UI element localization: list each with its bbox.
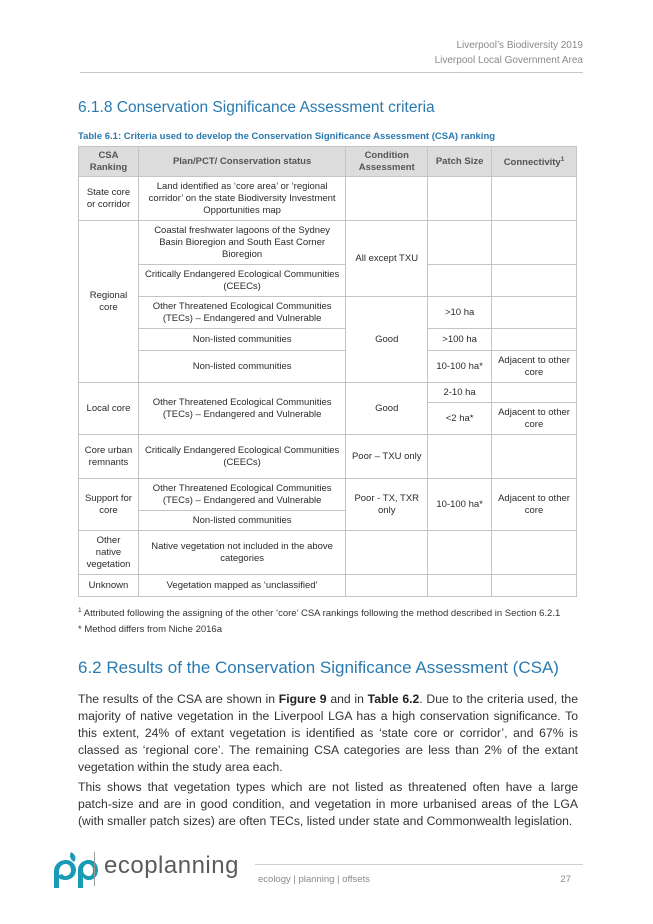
- footnote-1-text: Attributed following the assigning of the other ‘core’ CSA rankings following the method described in Section 6.2.1: [81, 608, 561, 620]
- cell-empty: [346, 531, 428, 575]
- cell-plan: Other Threatened Ecological Communities (TECs) – Endangered and Vulnerable: [138, 297, 345, 329]
- cell-condition: Good: [346, 297, 428, 383]
- cell-empty: [492, 435, 577, 479]
- cell-plan: Other Threatened Ecological Communities (TECs) – Endangered and Vulnerable: [138, 479, 345, 511]
- footnote-ref: 1: [560, 155, 565, 163]
- cell-plan: Non-listed communities: [138, 329, 345, 351]
- table-row: [79, 265, 577, 297]
- cell-patch: >100 ha: [428, 329, 492, 351]
- cell-connectivity: Adjacent to other core: [492, 351, 577, 383]
- cell-condition: Poor – TXU only: [346, 435, 428, 479]
- header-title: Liverpool’s Biodiversity 2019: [456, 40, 583, 51]
- cell-empty: [346, 177, 428, 221]
- section-2-heading: 6.2 Results of the Conservation Significance Assessment (CSA): [78, 658, 559, 677]
- table-ref: Table 6.2: [367, 692, 420, 706]
- cell-plan: Coastal freshwater lagoons of the Sydney Basin Bioregion and South East Corner Bioregion: [138, 221, 345, 265]
- section-heading: 6.1.8 Conservation Significance Assessment criteria: [78, 99, 435, 116]
- cell-condition: Poor - TX, TXR only: [346, 479, 428, 531]
- cell-empty: [492, 575, 577, 597]
- footnote-1-marker: 1: [78, 607, 82, 614]
- header-subtitle: Liverpool Local Government Area: [434, 55, 583, 66]
- cell-connectivity: Adjacent to other core: [492, 479, 577, 531]
- cell-empty: [428, 575, 492, 597]
- cell-ranking: Support for core: [79, 479, 139, 531]
- col-header-connectivity-label: Connectivity: [503, 157, 561, 169]
- cell-empty: [428, 221, 492, 265]
- table-row: [79, 531, 577, 575]
- cell-plan: Critically Endangered Ecological Communities (CEECs): [138, 265, 345, 297]
- footer-divider: [255, 864, 583, 865]
- body-paragraph-2: This shows that vegetation types which are not listed as threatened often have a large patch-size and are in good condition, and vegetation in more urbanised areas of the LGA (with smaller patch sizes) are often TECs, listed under state and Commonwealth legislation.: [78, 780, 578, 828]
- table-row: [79, 351, 577, 383]
- footnote-1: [78, 603, 560, 622]
- cell-plan: Land identified as ‘core area’ or ‘regional corridor’ on the state Biodiversity Investment Opportunities map: [138, 177, 345, 221]
- cell-plan: Critically Endangered Ecological Communities (CEECs): [138, 435, 345, 479]
- cell-empty: [428, 177, 492, 221]
- p1-text-a: The results of the CSA are shown in: [78, 692, 279, 706]
- page-number: 27: [560, 874, 571, 885]
- logo-divider: [94, 852, 95, 886]
- cell-empty: [492, 221, 577, 265]
- cell-connectivity: Adjacent to other core: [492, 403, 577, 435]
- cell-ranking: Core urban remnants: [79, 435, 139, 479]
- figure-ref: Figure 9: [278, 692, 327, 706]
- cell-plan: Native vegetation not included in the above categories: [138, 531, 345, 575]
- cell-patch: 10-100 ha*: [428, 351, 492, 383]
- logo-wordmark: ecoplanning: [104, 852, 239, 879]
- col-header-condition: Condition Assessment: [346, 147, 428, 177]
- body-paragraph-1: [78, 691, 578, 776]
- cell-condition: Good: [346, 383, 428, 435]
- cell-ranking: State core or corridor: [79, 177, 139, 221]
- col-header-connectivity: [492, 147, 577, 177]
- col-header-plan: Plan/PCT/ Conservation status: [138, 147, 345, 177]
- col-header-ranking: CSA Ranking: [79, 147, 139, 177]
- table-caption: Table 6.1: Criteria used to develop the Conservation Significance Assessment (CSA) ranking: [78, 131, 496, 142]
- p1-text-c: . Due to the criteria used, the majority of native vegetation in the Liverpool LGA has a high conservation significance. To this extent, 24% of extant vegetation is identified as ‘state core or corridor’, and 67% is classed as ‘regional core’. The remaining CSA categories are less than 2% of the extant vegetation within the study area each.: [78, 692, 578, 774]
- footer-tagline: ecology | planning | offsets: [258, 874, 370, 885]
- cell-empty: [428, 435, 492, 479]
- footnote-2: * Method differs from Niche 2016a: [78, 624, 222, 636]
- table-notes: [78, 603, 560, 638]
- cell-plan: Other Threatened Ecological Communities (TECs) – Endangered and Vulnerable: [138, 383, 345, 435]
- table-row: [79, 329, 577, 351]
- cell-patch: 2-10 ha: [428, 383, 492, 403]
- table-row: [79, 297, 577, 329]
- cell-ranking: Unknown: [79, 575, 139, 597]
- table-row: [79, 177, 577, 221]
- p1-text-b: and in: [326, 692, 368, 706]
- csa-criteria-table: [78, 146, 577, 597]
- cell-ranking: Local core: [79, 383, 139, 435]
- cell-empty: [492, 177, 577, 221]
- cell-empty: [492, 297, 577, 329]
- cell-empty: [492, 383, 577, 403]
- cell-empty: [428, 265, 492, 297]
- cell-ranking: Regional core: [79, 221, 139, 383]
- cell-patch: <2 ha*: [428, 403, 492, 435]
- cell-patch: 10-100 ha*: [428, 479, 492, 531]
- cell-empty: [492, 531, 577, 575]
- cell-plan: Non-listed communities: [138, 511, 345, 531]
- cell-ranking: Other native vegetation: [79, 531, 139, 575]
- cell-empty: [428, 531, 492, 575]
- table-row: [79, 435, 577, 479]
- table-row: [79, 575, 577, 597]
- cell-plan: Non-listed communities: [138, 351, 345, 383]
- cell-empty: [492, 329, 577, 351]
- header-divider: [80, 72, 583, 73]
- table-row: [79, 221, 577, 265]
- table-row: [79, 479, 577, 511]
- col-header-patch: Patch Size: [428, 147, 492, 177]
- cell-condition: All except TXU: [346, 221, 428, 297]
- cell-plan: Vegetation mapped as ‘unclassified’: [138, 575, 345, 597]
- leaf-icon: [54, 852, 98, 888]
- cell-empty: [492, 265, 577, 297]
- table-row: [79, 383, 577, 403]
- cell-empty: [346, 575, 428, 597]
- table-header-row: [79, 147, 577, 177]
- running-header: [435, 38, 583, 68]
- cell-patch: >10 ha: [428, 297, 492, 329]
